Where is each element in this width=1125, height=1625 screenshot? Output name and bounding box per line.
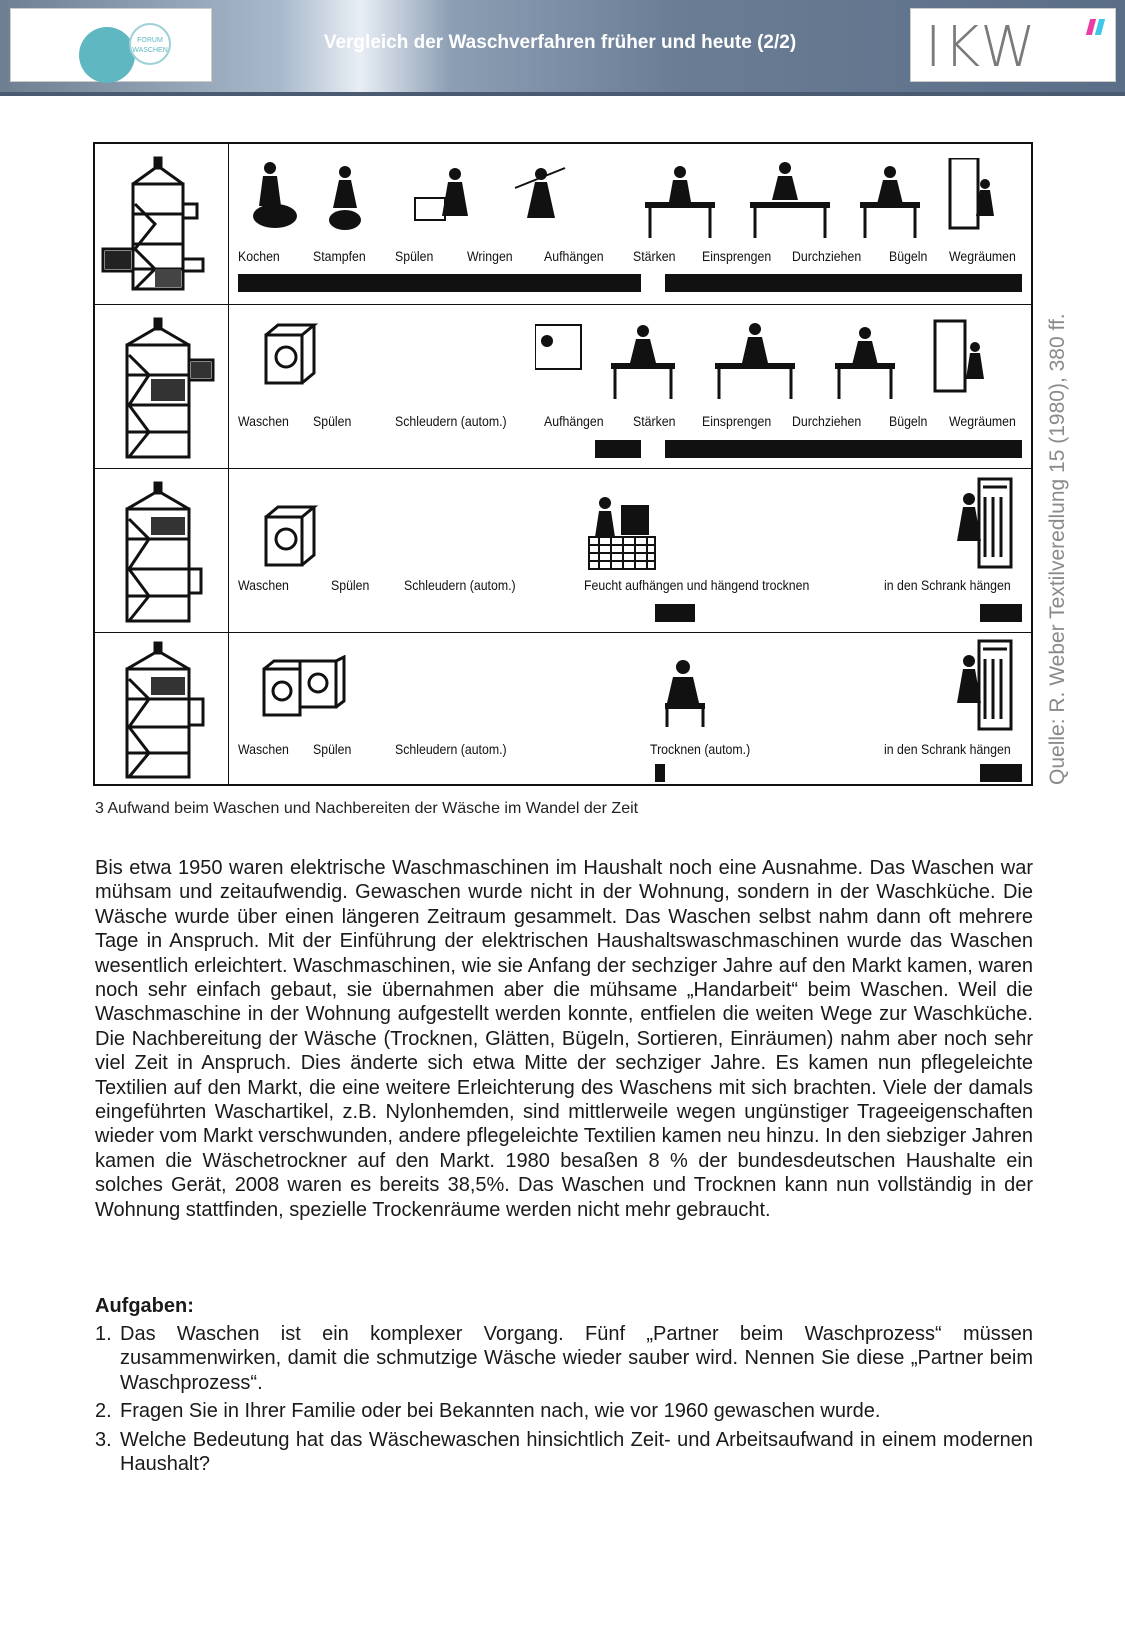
step-label: Aufhängen: [544, 413, 604, 429]
task-text: Fragen Sie in Ihrer Familie oder bei Bekannten nach, wie vor 1960 gewaschen wurde.: [120, 1400, 881, 1423]
step-label: Einsprengen: [702, 248, 772, 264]
drying-rack-icon: [585, 493, 665, 573]
step-label: Bügeln: [889, 248, 928, 264]
step-label: Einsprengen: [702, 413, 772, 429]
tasks-heading: Aufgaben:: [95, 1295, 194, 1317]
step-label: Wegräumen: [949, 413, 1016, 429]
step-label: Spülen: [313, 741, 352, 757]
effort-bar: [655, 604, 695, 622]
laundry-workers-icon: [245, 158, 1005, 238]
ikw-logo-accent-icon: [1085, 19, 1103, 40]
wardrobe-icon: [955, 477, 1015, 573]
step-label: Waschen: [238, 413, 289, 429]
step-label: Waschen: [238, 741, 289, 757]
step-label: Aufhängen: [544, 248, 604, 264]
effort-bar: [665, 440, 1022, 458]
forum-waschen-logo: [10, 8, 212, 82]
ikw-logo-text: IKW: [925, 15, 1038, 80]
washing-machine-icon: [260, 505, 320, 571]
task-text: Welche Bedeutung hat das Wäschewaschen hinsichtlich Zeit- und Arbeitsaufwand in einem modernen Haushalt?: [120, 1428, 1033, 1476]
figure-caption: 3 Aufwand beim Waschen und Nachbereiten der Wäsche im Wandel der Zeit: [95, 800, 639, 817]
step-label: Bügeln: [889, 413, 928, 429]
page-title: Vergleich der Waschverfahren früher und heute (2/2): [323, 32, 797, 53]
effort-bar: [980, 764, 1022, 782]
step-label: Kochen: [238, 248, 280, 264]
house-icon: [95, 305, 229, 468]
washer-dryer-icon: [260, 653, 350, 723]
effort-bar: [980, 604, 1022, 622]
step-label: in den Schrank hängen: [884, 577, 1011, 593]
wardrobe-icon: [955, 639, 1015, 735]
washing-process-figure: [93, 142, 1033, 786]
ikw-logo: [910, 8, 1116, 82]
step-label: Durchziehen: [792, 413, 862, 429]
task-text: Das Waschen ist ein komplexer Vorgang. Fünf „Partner beim Waschprozess“ müssen zusammenwirken, damit die schmutzige Wäsche wieder sauber wird. Nennen Sie diese „Partner beim Waschprozess“.: [120, 1323, 1033, 1394]
effort-bar: [238, 274, 641, 292]
step-label: Wringen: [467, 248, 513, 264]
tasks-list: [95, 1322, 1033, 1480]
step-label: Spülen: [313, 413, 352, 429]
step-label: Schleudern (autom.): [395, 741, 507, 757]
step-label: Spülen: [395, 248, 434, 264]
house-icon: [95, 144, 229, 304]
effort-bar: [595, 440, 641, 458]
laundry-workers-icon: [535, 319, 1015, 403]
logo-circle-icon: [79, 27, 135, 83]
figure-row-1: [95, 144, 1031, 305]
task-item: [95, 1322, 1033, 1395]
figure-row-2: [95, 305, 1031, 469]
task-number: 2.: [95, 1400, 112, 1423]
step-label: Wegräumen: [949, 248, 1016, 264]
task-item: [95, 1428, 1033, 1477]
figure-row-3: [95, 469, 1031, 633]
step-label: Schleudern (autom.): [395, 413, 507, 429]
person-relaxing-icon: [655, 657, 715, 731]
body-paragraph: Bis etwa 1950 waren elektrische Waschmaschinen im Haushalt noch eine Ausnahme. Das Waschen war mühsam und zeitaufwendig. Gewaschen wurde nicht in der Wohnung, sondern in der Waschküche. Die Wäsche wurde über einen längeren Zeitraum gesammelt. Das Waschen selbst nahm dann oft mehrere Tage in Anspruch. Mit der Einführung der elektrischen Haushaltswaschmaschinen wurde das Waschen wesentlich erleichtert. Waschmaschinen, wie sie Anfang der sechziger Jahre auf den Markt kamen, waren noch sehr einfach gebaut, sie übernahmen aber die mühsame „Handarbeit“ beim Waschen. Weil die Waschmaschine in der Wohnung aufgestellt werden konnte, entfielen die weiten Wege zur Waschküche. Die Nachbereitung der Wäsche (Trocknen, Glätten, Bügeln, Sortieren, Einräumen) nahm aber noch sehr viel Zeit in Anspruch. Dies änderte sich etwa Mitte der sechziger Jahre. Es kamen nun pflegeleichte Textilien auf den Markt, die eine weitere Erleichterung des Waschens mit sich brachten. Viele der damals eingeführten Waschartikel, z.B. Nylonhemden, sind mittlerweile wegen ungünstiger Trageeigenschaften wieder vom Markt verschwunden, andere pflegeleichte Textilien kamen neu hinzu. In den siebziger Jahren kamen die Wäschetrockner auf den Markt. 1980 besaßen 8 % der bundesdeutschen Haushalte ein solches Gerät, 2008 waren es bereits 38,5%. Das Waschen und Trocknen kann nun vollständig in der Wohnung stattfinden, spezielle Trockenräume werden nicht mehr gebraucht.: [95, 857, 1033, 1221]
page-header: [0, 0, 1125, 96]
house-icon: [95, 469, 229, 632]
step-label: Feucht aufhängen und hängend trocknen: [584, 577, 810, 593]
washing-machine-icon: [260, 323, 320, 389]
step-label: Stärken: [633, 248, 676, 264]
source-citation: Quelle: R. Weber Textilveredlung 15 (1980), 380 ff.: [1046, 313, 1069, 785]
step-label: Stärken: [633, 413, 676, 429]
logo-badge: FORUM WASCHEN: [129, 23, 171, 65]
figure-row-4: [95, 633, 1031, 784]
step-label: in den Schrank hängen: [884, 741, 1011, 757]
step-label: Trocknen (autom.): [650, 741, 751, 757]
step-label: Spülen: [331, 577, 370, 593]
step-label: Schleudern (autom.): [404, 577, 516, 593]
task-item: [95, 1399, 1033, 1423]
task-number: 1.: [95, 1323, 112, 1345]
step-label: Durchziehen: [792, 248, 862, 264]
task-number: 3.: [95, 1428, 112, 1451]
house-icon: [95, 633, 229, 784]
step-label: Waschen: [238, 577, 289, 593]
effort-bar: [665, 274, 1022, 292]
effort-bar: [655, 764, 665, 782]
step-label: Stampfen: [313, 248, 366, 264]
